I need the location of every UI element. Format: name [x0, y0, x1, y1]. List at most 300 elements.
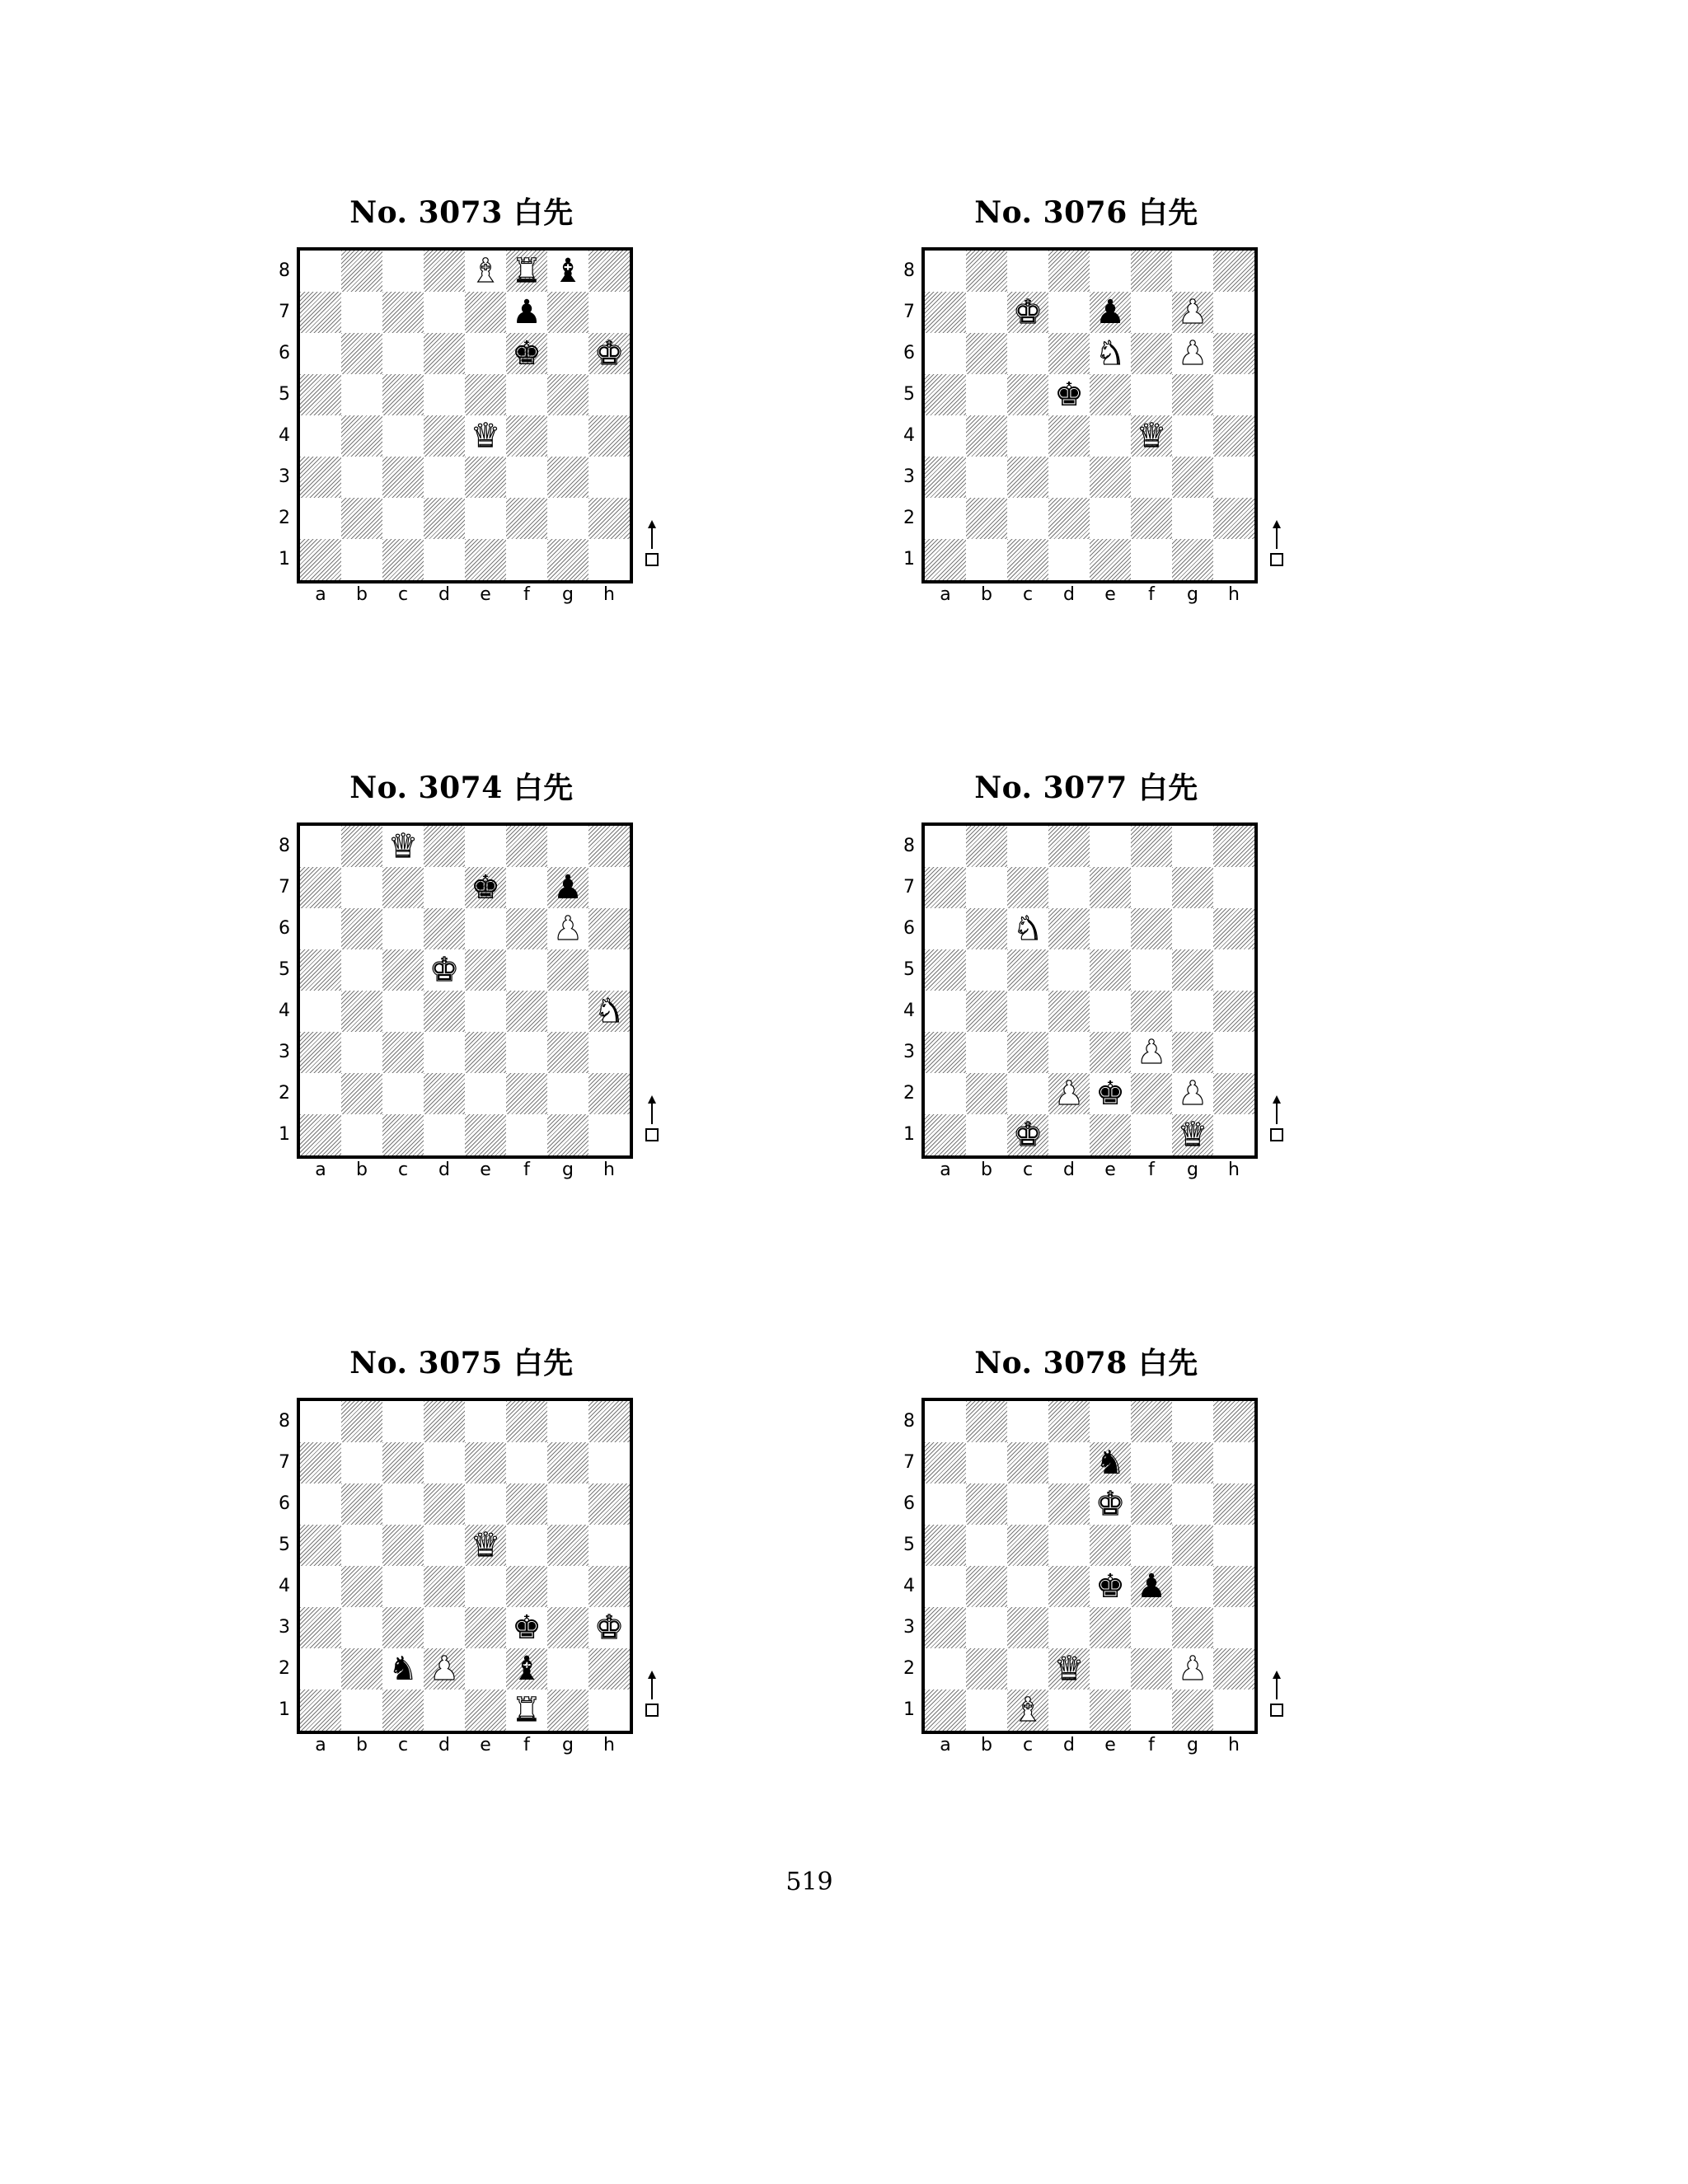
square-e4: [465, 991, 506, 1032]
square-a1: [300, 539, 341, 580]
white-queen-icon: ♛: [1137, 417, 1166, 455]
file-label: e: [1104, 1160, 1116, 1180]
rank-label: 8: [279, 1411, 290, 1432]
square-c6: [1007, 1483, 1048, 1525]
file-label: h: [603, 584, 615, 605]
file-label: h: [603, 1735, 615, 1755]
square-f8: [506, 1401, 547, 1442]
white-to-move-icon: [1268, 1670, 1286, 1719]
square-f3: [1131, 1032, 1172, 1073]
square-e3: [465, 1032, 506, 1073]
square-f5: [506, 949, 547, 991]
square-b4: [341, 415, 382, 457]
square-g6: [547, 908, 588, 949]
square-a4: [925, 1566, 966, 1607]
square-a1: [925, 1114, 966, 1155]
square-d8: [1048, 251, 1090, 292]
rank-label: 7: [279, 1452, 290, 1473]
square-a2: [925, 1073, 966, 1114]
square-h1: [588, 1690, 630, 1731]
square-c8: [382, 1401, 424, 1442]
square-e5: [465, 949, 506, 991]
square-b8: [341, 826, 382, 867]
square-h4: [588, 1566, 630, 1607]
square-c5: [382, 949, 424, 991]
rank-label: 7: [279, 877, 290, 898]
square-g5: [1172, 949, 1213, 991]
chess-diagram: [872, 1344, 1301, 1806]
square-d4: [1048, 415, 1090, 457]
square-a7: [925, 292, 966, 333]
white-to-move-icon: [1268, 519, 1286, 569]
square-a4: [925, 415, 966, 457]
file-label: b: [356, 1160, 368, 1180]
rank-label: 6: [279, 343, 290, 363]
square-a2: [925, 1648, 966, 1690]
square-d6: [424, 908, 465, 949]
rank-label: 7: [279, 302, 290, 322]
square-c6: [382, 908, 424, 949]
rank-label: 2: [903, 1083, 915, 1104]
rank-label: 7: [903, 302, 915, 322]
square-g7: [1172, 867, 1213, 908]
rank-label: 8: [279, 260, 290, 281]
rank-label: 5: [279, 959, 290, 980]
square-b2: [966, 1073, 1007, 1114]
square-a1: [925, 539, 966, 580]
white-rook-icon: ♜: [512, 252, 542, 290]
square-h1: [588, 1114, 630, 1155]
rank-label: 1: [903, 549, 915, 569]
white-knight-icon: ♞: [1013, 910, 1043, 948]
diagram-title: No. 3074 白先: [349, 771, 574, 805]
square-b8: [966, 251, 1007, 292]
square-e5: [1090, 1525, 1131, 1566]
rank-label: 5: [903, 1535, 915, 1555]
white-king-icon: ♚: [594, 335, 624, 373]
black-knight-icon: ♞: [1095, 1444, 1125, 1482]
square-c2: [1007, 498, 1048, 539]
square-h3: [1213, 457, 1254, 498]
chess-board: [921, 247, 1258, 583]
square-c2: [1007, 1073, 1048, 1114]
square-g4: [1172, 415, 1213, 457]
square-f4: [506, 991, 547, 1032]
chess-diagram: [247, 194, 676, 655]
square-b5: [341, 374, 382, 415]
white-king-icon: ♚: [1013, 1116, 1043, 1154]
file-label: a: [940, 1160, 951, 1180]
square-a5: [925, 949, 966, 991]
square-h4: [1213, 991, 1254, 1032]
square-a8: [300, 251, 341, 292]
square-g1: [547, 539, 588, 580]
white-pawn-icon: ♟: [1054, 1075, 1084, 1113]
square-d4: [1048, 1566, 1090, 1607]
square-f1: [506, 539, 547, 580]
square-f1: [1131, 1690, 1172, 1731]
square-f2: [506, 498, 547, 539]
square-a1: [300, 1690, 341, 1731]
square-b2: [341, 498, 382, 539]
square-d7: [424, 292, 465, 333]
file-label: b: [981, 1735, 992, 1755]
square-d1: [1048, 1114, 1090, 1155]
square-g1: [1172, 1114, 1213, 1155]
square-g2: [1172, 1648, 1213, 1690]
square-f6: [506, 333, 547, 374]
file-label: d: [1063, 584, 1075, 605]
square-h8: [1213, 251, 1254, 292]
square-f3: [1131, 1607, 1172, 1648]
white-knight-icon: ♞: [594, 992, 624, 1030]
square-g8: [547, 251, 588, 292]
square-g6: [1172, 333, 1213, 374]
square-c3: [1007, 457, 1048, 498]
rank-label: 4: [279, 1001, 290, 1021]
square-b6: [966, 1483, 1007, 1525]
chess-board: [297, 823, 633, 1159]
file-label: a: [315, 1160, 326, 1180]
square-e1: [1090, 539, 1131, 580]
square-d7: [424, 1442, 465, 1483]
black-pawn-icon: ♟: [553, 869, 583, 907]
square-c4: [1007, 991, 1048, 1032]
square-f4: [506, 1566, 547, 1607]
file-label: h: [1228, 1735, 1240, 1755]
square-e4: [1090, 1566, 1131, 1607]
white-king-icon: ♚: [1095, 1485, 1125, 1523]
square-g4: [547, 415, 588, 457]
square-e1: [465, 1114, 506, 1155]
square-e6: [1090, 333, 1131, 374]
square-c5: [1007, 1525, 1048, 1566]
square-a3: [300, 1607, 341, 1648]
square-h8: [588, 826, 630, 867]
square-c2: [382, 1648, 424, 1690]
square-g1: [1172, 1690, 1213, 1731]
square-e3: [465, 457, 506, 498]
square-g5: [1172, 374, 1213, 415]
square-d5: [1048, 949, 1090, 991]
square-h6: [588, 908, 630, 949]
square-h4: [588, 991, 630, 1032]
square-c5: [1007, 374, 1048, 415]
square-b1: [966, 1690, 1007, 1731]
square-c6: [382, 333, 424, 374]
square-c2: [382, 1073, 424, 1114]
file-label: e: [480, 1160, 491, 1180]
white-pawn-icon: ♟: [1178, 1650, 1207, 1688]
white-knight-icon: ♞: [1095, 335, 1125, 373]
square-h8: [588, 1401, 630, 1442]
rank-label: 6: [903, 918, 915, 939]
file-label: d: [438, 584, 450, 605]
square-e7: [1090, 292, 1131, 333]
rank-label: 4: [903, 1001, 915, 1021]
square-e7: [465, 867, 506, 908]
rank-label: 5: [279, 1535, 290, 1555]
square-d7: [424, 867, 465, 908]
rank-label: 1: [279, 549, 290, 569]
square-h6: [1213, 908, 1254, 949]
rank-label: 1: [903, 1699, 915, 1720]
square-c5: [382, 1525, 424, 1566]
rank-label: 2: [279, 508, 290, 528]
square-h6: [1213, 333, 1254, 374]
square-g6: [547, 333, 588, 374]
square-b7: [341, 867, 382, 908]
square-c7: [1007, 867, 1048, 908]
square-f1: [506, 1114, 547, 1155]
square-g3: [547, 1607, 588, 1648]
square-a1: [300, 1114, 341, 1155]
square-h5: [588, 374, 630, 415]
square-d3: [1048, 1032, 1090, 1073]
square-c7: [382, 867, 424, 908]
square-c1: [382, 539, 424, 580]
square-d3: [424, 457, 465, 498]
file-label: g: [562, 1160, 574, 1180]
square-f4: [1131, 1566, 1172, 1607]
square-d2: [1048, 1648, 1090, 1690]
square-f8: [506, 251, 547, 292]
rank-label: 1: [279, 1699, 290, 1720]
rank-label: 1: [279, 1124, 290, 1145]
square-d7: [1048, 292, 1090, 333]
square-a1: [925, 1690, 966, 1731]
square-f3: [506, 1607, 547, 1648]
square-b5: [966, 1525, 1007, 1566]
square-h6: [588, 333, 630, 374]
square-d6: [424, 333, 465, 374]
square-e3: [1090, 1032, 1131, 1073]
black-king-icon: ♚: [512, 1609, 542, 1647]
square-e8: [1090, 251, 1131, 292]
square-b6: [341, 908, 382, 949]
chess-board: [921, 823, 1258, 1159]
square-a5: [300, 949, 341, 991]
square-e5: [465, 374, 506, 415]
square-e4: [465, 415, 506, 457]
square-g5: [547, 1525, 588, 1566]
rank-label: 2: [903, 508, 915, 528]
square-h5: [1213, 1525, 1254, 1566]
square-d2: [424, 498, 465, 539]
square-a6: [925, 333, 966, 374]
black-bishop-icon: ♝: [512, 1650, 542, 1688]
file-label: h: [603, 1160, 615, 1180]
square-d6: [424, 1483, 465, 1525]
square-a2: [300, 1073, 341, 1114]
square-f7: [506, 867, 547, 908]
square-b3: [341, 1607, 382, 1648]
square-d5: [1048, 374, 1090, 415]
square-b1: [341, 1690, 382, 1731]
square-a8: [300, 826, 341, 867]
white-queen-icon: ♛: [1054, 1650, 1084, 1688]
rank-label: 7: [903, 1452, 915, 1473]
square-a5: [925, 1525, 966, 1566]
rank-label: 4: [279, 1576, 290, 1596]
square-g6: [547, 1483, 588, 1525]
square-f3: [1131, 457, 1172, 498]
square-a6: [300, 333, 341, 374]
square-e6: [465, 908, 506, 949]
square-d8: [424, 1401, 465, 1442]
square-b8: [341, 251, 382, 292]
square-c3: [382, 457, 424, 498]
square-a8: [925, 1401, 966, 1442]
square-h5: [1213, 949, 1254, 991]
square-c4: [382, 991, 424, 1032]
square-a2: [300, 1648, 341, 1690]
square-h7: [588, 867, 630, 908]
square-a6: [925, 1483, 966, 1525]
square-h3: [588, 1607, 630, 1648]
square-h2: [1213, 1648, 1254, 1690]
file-label: g: [1187, 1735, 1198, 1755]
square-e6: [1090, 908, 1131, 949]
square-f7: [1131, 1442, 1172, 1483]
square-f5: [1131, 374, 1172, 415]
white-to-move-icon: [643, 1094, 661, 1144]
square-e2: [1090, 1073, 1131, 1114]
square-e7: [465, 1442, 506, 1483]
square-h6: [588, 1483, 630, 1525]
square-c1: [382, 1690, 424, 1731]
square-c2: [382, 498, 424, 539]
rank-label: 6: [903, 343, 915, 363]
square-h5: [1213, 374, 1254, 415]
rank-label: 6: [279, 918, 290, 939]
file-label: g: [562, 1735, 574, 1755]
square-d6: [1048, 1483, 1090, 1525]
black-king-icon: ♚: [1095, 1075, 1125, 1113]
square-g3: [1172, 1607, 1213, 1648]
square-f5: [1131, 949, 1172, 991]
square-f8: [506, 826, 547, 867]
white-king-icon: ♚: [594, 1609, 624, 1647]
square-e8: [465, 1401, 506, 1442]
rank-label: 5: [903, 959, 915, 980]
square-b7: [341, 1442, 382, 1483]
square-d3: [1048, 457, 1090, 498]
square-b5: [341, 1525, 382, 1566]
square-a6: [925, 908, 966, 949]
square-g5: [1172, 1525, 1213, 1566]
square-a5: [300, 374, 341, 415]
square-e4: [1090, 415, 1131, 457]
square-b8: [966, 826, 1007, 867]
square-h1: [1213, 1690, 1254, 1731]
square-e5: [1090, 949, 1131, 991]
square-c1: [1007, 539, 1048, 580]
diagram-title: No. 3077 白先: [974, 771, 1198, 805]
square-a2: [925, 498, 966, 539]
square-b6: [341, 333, 382, 374]
square-b2: [341, 1073, 382, 1114]
rank-label: 8: [903, 260, 915, 281]
square-g6: [1172, 908, 1213, 949]
file-label: f: [523, 1735, 530, 1755]
square-d3: [1048, 1607, 1090, 1648]
square-g3: [1172, 1032, 1213, 1073]
square-g8: [547, 826, 588, 867]
file-label: e: [1104, 584, 1116, 605]
rank-label: 4: [279, 425, 290, 446]
chess-board: [297, 1398, 633, 1734]
square-b3: [966, 457, 1007, 498]
rank-label: 1: [903, 1124, 915, 1145]
square-c1: [1007, 1114, 1048, 1155]
square-e1: [1090, 1690, 1131, 1731]
square-f6: [506, 1483, 547, 1525]
square-g1: [547, 1690, 588, 1731]
square-g4: [547, 991, 588, 1032]
square-d2: [424, 1073, 465, 1114]
square-e8: [1090, 826, 1131, 867]
chess-diagram: [872, 769, 1301, 1230]
black-pawn-icon: ♟: [512, 293, 542, 331]
white-pawn-icon: ♟: [1178, 293, 1207, 331]
square-g8: [1172, 251, 1213, 292]
square-a8: [300, 1401, 341, 1442]
square-h2: [588, 498, 630, 539]
square-a2: [300, 498, 341, 539]
square-c8: [1007, 251, 1048, 292]
square-h8: [588, 251, 630, 292]
square-b6: [966, 908, 1007, 949]
square-b4: [341, 991, 382, 1032]
square-e3: [1090, 1607, 1131, 1648]
square-f4: [506, 415, 547, 457]
square-c1: [382, 1114, 424, 1155]
rank-label: 4: [903, 1576, 915, 1596]
rank-label: 3: [279, 1617, 290, 1638]
square-h3: [588, 457, 630, 498]
square-e3: [1090, 457, 1131, 498]
square-b7: [966, 292, 1007, 333]
square-c8: [382, 251, 424, 292]
rank-label: 3: [903, 1617, 915, 1638]
square-f3: [506, 1032, 547, 1073]
square-a7: [925, 867, 966, 908]
file-label: b: [981, 1160, 992, 1180]
square-a3: [300, 1032, 341, 1073]
square-f4: [1131, 991, 1172, 1032]
file-label: c: [397, 584, 409, 605]
square-e2: [465, 498, 506, 539]
square-c7: [1007, 1442, 1048, 1483]
white-bishop-icon: ♝: [471, 252, 500, 290]
rank-label: 3: [903, 466, 915, 487]
white-to-move-icon: [643, 1670, 661, 1719]
square-c6: [382, 1483, 424, 1525]
square-d4: [424, 415, 465, 457]
square-g3: [547, 457, 588, 498]
black-bishop-icon: ♝: [553, 252, 583, 290]
square-a5: [925, 374, 966, 415]
square-e7: [465, 292, 506, 333]
square-g8: [1172, 1401, 1213, 1442]
square-d6: [1048, 333, 1090, 374]
square-a7: [300, 292, 341, 333]
square-f5: [506, 1525, 547, 1566]
square-d8: [1048, 1401, 1090, 1442]
square-d2: [1048, 1073, 1090, 1114]
square-f7: [506, 1442, 547, 1483]
